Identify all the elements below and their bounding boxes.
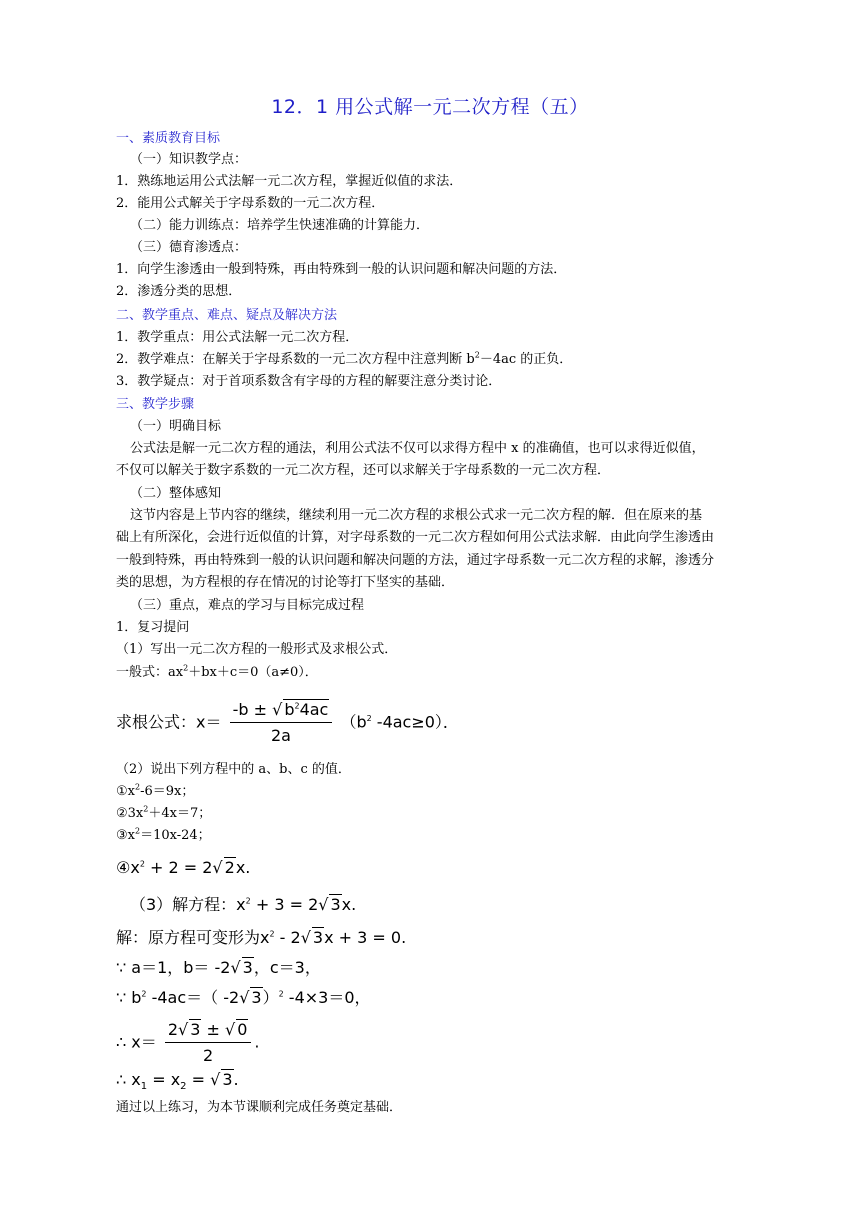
- subheading-process: （三）重点，难点的学习与目标完成过程: [130, 598, 365, 613]
- list-item: 3．教学疑点：对于首项系数含有字母的方程的解要注意分类讨论．: [116, 374, 502, 389]
- list-item: 2．渗透分类的思想．: [116, 284, 242, 299]
- review-heading: 1．复习提问: [116, 620, 190, 635]
- paragraph-line: 不仅可以解关于数字系数的一元二次方程，还可以求解关于字母系数的一元二次方程．: [116, 463, 611, 478]
- list-item: 2．能用公式解关于字母系数的一元二次方程．: [116, 196, 385, 211]
- equation-2: $②3x^2+4x=7$；: [116, 804, 212, 821]
- section-heading-goals: 一、素质教育目标: [116, 131, 221, 146]
- paragraph-line: 公式法是解一元二次方程的通法，利用公式法不仅可以求得方程中 x 的准确值，也可以求得近似值，: [130, 441, 705, 456]
- question-1: （1）写出一元二次方程的一般形式及求根公式．: [116, 642, 398, 657]
- general-form: 一般式：$ax^2+bx+c=0(a\ne 0)$．: [116, 663, 318, 680]
- formula-fraction: $\frac{-b \pm √ b^24ac}{2a}$: [230, 700, 333, 746]
- subheading-ability: （二）能力训练点：培养学生快速准确的计算能力．: [130, 218, 430, 233]
- section-heading-keypoints: 二、教学重点、难点、疑点及解决方法: [116, 308, 338, 323]
- solution-step-2: ∵ a＝1，b＝ -2√ 3，c＝3，: [116, 958, 321, 977]
- quadratic-formula: 求根公式：x＝ $\frac{-b \pm √ b^24ac}{2a}$ （$b^2$ -4ac≥0）．: [116, 700, 459, 745]
- solution-step-4: ∴ x＝ $\frac{2√ 3 \pm √ 0}{2}$ .: [116, 1020, 260, 1065]
- list-item: 2．教学难点：在解关于字母系数的一元二次方程中注意判断 $b^2-4ac$ 的正负．: [116, 350, 573, 367]
- paragraph-line: 这节内容是上节内容的继续，继续利用一元二次方程的求根公式求一元二次方程的解．但在原来的基: [130, 508, 703, 523]
- list-item: 1．熟练地运用公式法解一元二次方程，掌握近似值的求法．: [116, 174, 463, 189]
- subheading-moral: （三）德育渗透点：: [130, 240, 248, 255]
- subheading-objective: （一）明确目标: [130, 419, 222, 434]
- solution-fraction: $\frac{2√ 3 \pm √ 0}{2}$: [165, 1020, 252, 1066]
- paragraph-line: 础上有所深化，会进行近似值的计算，对字母系数的一元二次方程如何用公式法求解．由此向学生渗透由: [116, 530, 715, 545]
- paragraph-line: 一般到特殊，再由特殊到一般的认识问题和解决问题的方法，通过字母系数一元二次方程的求解，渗透分: [116, 553, 715, 568]
- page-title: 12．1 用公式解一元二次方程（五）: [271, 96, 589, 118]
- solution-step-1: 解：原方程可变形为$x^2 - 2√$ 3x + 3 = 0.: [116, 928, 407, 947]
- solution-step-5: ∴ $x_1 = x_2$ = √ 3.: [116, 1070, 239, 1093]
- section-heading-steps: 三、教学步骤: [116, 397, 195, 412]
- solution-step-3: ∵ $b^2$ -4ac＝（ -2√ 3）$^2$ -4×3＝0，: [116, 988, 371, 1007]
- question-2: （2）说出下列方程中的 a、b、c 的值．: [116, 762, 351, 777]
- paragraph-line: 类的思想，为方程根的存在情况的讨论等打下坚实的基础．: [116, 575, 455, 590]
- list-item: 1．向学生渗透由一般到特殊，再由特殊到一般的认识问题和解决问题的方法．: [116, 262, 567, 277]
- list-item: 1．教学重点：用公式法解一元二次方程．: [116, 330, 359, 345]
- subheading-overview: （二）整体感知: [130, 486, 222, 501]
- question-3: （3）解方程：$x^2 + 3 = 2√$ 3x.: [130, 895, 357, 914]
- closing-paragraph: 通过以上练习，为本节课顺利完成任务奠定基础．: [116, 1100, 403, 1115]
- subheading-knowledge: （一）知识教学点：: [130, 152, 248, 167]
- equation-4: $④x^2 + 2 = 2√$ 2x.: [116, 858, 251, 877]
- equation-3: $③x^2=10x-24$；: [116, 826, 211, 843]
- equation-1: $①x^2-6=9x$；: [116, 782, 195, 799]
